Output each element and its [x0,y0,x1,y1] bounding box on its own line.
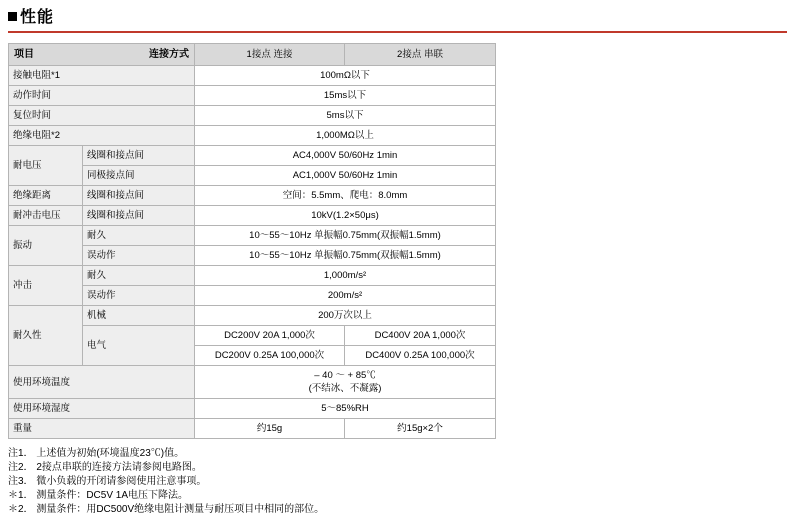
header-col-2contact: 2接点 串联 [345,44,496,66]
row-value-operate-time: 15ms以下 [195,86,496,106]
row-value-electrical-1contact-025a: DC200V 0.25A 100,000次 [195,346,345,366]
footnote-2: 注2． 2接点串联的连接方法请参阅电路图。 [8,462,202,473]
table-row [9,306,496,326]
table-header-corner [9,44,195,66]
row-value-insulation-resistance: 1,000MΩ以上 [195,126,496,146]
row-sublabel-shock-endurance: 耐久 [83,266,195,286]
table-row [9,146,496,166]
row-label-impulse-voltage: 耐冲击电压 [9,206,83,226]
row-value-mechanical: 200万次以上 [195,306,496,326]
page-title [8,8,787,31]
row-value-ambient-temperature [195,366,496,399]
row-sublabel-shock-malfunction: 误动作 [83,286,195,306]
row-sublabel-same-pole: 同极接点间 [83,166,195,186]
row-sublabel-coil-contact: 线圈和接点间 [83,146,195,166]
row-value-impulse-voltage: 10kV(1.2×50μs) [195,206,496,226]
row-value-weight-1contact: 约15g [195,419,345,439]
row-label-contact-resistance: 接触电阻*1 [9,66,195,86]
footnote-star-1: ＊1． 测量条件：DC5V 1A电压下降法。 [8,490,189,501]
row-label-shock: 冲击 [9,266,83,306]
title-divider [8,31,787,33]
footnote-star-2: ＊2． 测量条件：用DC500V绝缘电阻计测量与耐压项目中相同的部位。 [8,504,325,515]
row-sublabel-vibration-malfunction: 误动作 [83,246,195,266]
table-row [9,126,496,146]
row-sublabel-mechanical: 机械 [83,306,195,326]
section-heading-block [8,8,787,33]
table-row [9,286,496,306]
row-value-shock-malfunction: 200m/s² [195,286,496,306]
row-label-ambient-temperature: 使用环境温度 [9,366,195,399]
row-sublabel-coil-contact-2: 线圈和接点间 [83,186,195,206]
page-title-text: 性能 [20,9,55,26]
table-row [9,106,496,126]
row-value-contact-resistance: 100mΩ以下 [195,66,496,86]
row-label-vibration: 振动 [9,226,83,266]
row-label-ambient-humidity: 使用环境湿度 [9,399,195,419]
square-bullet-icon [8,12,17,21]
table-row [9,266,496,286]
row-value-insulation-distance: 空间：5.5mm、爬电：8.0mm [195,186,496,206]
table-row [9,166,496,186]
row-value-vibration-endurance: 10～55～10Hz 单振幅0.75mm(双振幅1.5mm) [195,226,496,246]
row-label-insulation-distance: 绝缘距离 [9,186,83,206]
footnote-3: 注3． 微小负载的开闭请参阅使用注意事项。 [8,476,207,487]
document-page [0,8,803,519]
row-sublabel-electrical: 电气 [83,326,195,366]
spec-table-wrapper [8,43,495,439]
table-row [9,399,496,419]
row-label-operate-time: 动作时间 [9,86,195,106]
row-value-dielectric-same-pole: AC1,000V 50/60Hz 1min [195,166,496,186]
table-row [9,186,496,206]
row-label-dielectric-strength: 耐电压 [9,146,83,186]
row-value-release-time: 5ms以下 [195,106,496,126]
footnotes [8,447,803,517]
ambient-temperature-line1: – 40 ～ + 85℃ [314,370,376,381]
table-row [9,366,496,399]
row-value-weight-2contact: 约15g×2个 [345,419,496,439]
row-value-dielectric-coil-contact: AC4,000V 50/60Hz 1min [195,146,496,166]
row-sublabel-vibration-endurance: 耐久 [83,226,195,246]
table-row [9,326,496,346]
table-header-row [9,44,496,66]
row-value-electrical-2contact-20a: DC400V 20A 1,000次 [345,326,496,346]
row-label-insulation-resistance: 绝缘电阻*2 [9,126,195,146]
table-row [9,226,496,246]
row-label-release-time: 复位时间 [9,106,195,126]
table-row [9,86,496,106]
header-connection-label: 连接方式 [149,49,189,60]
row-value-electrical-1contact-20a: DC200V 20A 1,000次 [195,326,345,346]
table-row [9,206,496,226]
row-value-vibration-malfunction: 10～55～10Hz 单振幅0.75mm(双振幅1.5mm) [195,246,496,266]
header-item-label: 项目 [14,49,34,60]
row-value-electrical-2contact-025a: DC400V 0.25A 100,000次 [345,346,496,366]
table-row [9,66,496,86]
header-col-1contact: 1接点 连接 [195,44,345,66]
ambient-temperature-line2: (不结冰、不凝露) [308,383,382,394]
row-value-ambient-humidity: 5～85%RH [195,399,496,419]
table-row [9,419,496,439]
row-label-durability: 耐久性 [9,306,83,366]
row-sublabel-coil-contact-3: 线圈和接点间 [83,206,195,226]
table-row [9,246,496,266]
row-value-shock-endurance: 1,000m/s² [195,266,496,286]
footnote-1: 注1． 上述值为初始(环境温度23℃)值。 [8,448,185,459]
spec-table [8,43,496,439]
row-label-weight: 重量 [9,419,195,439]
